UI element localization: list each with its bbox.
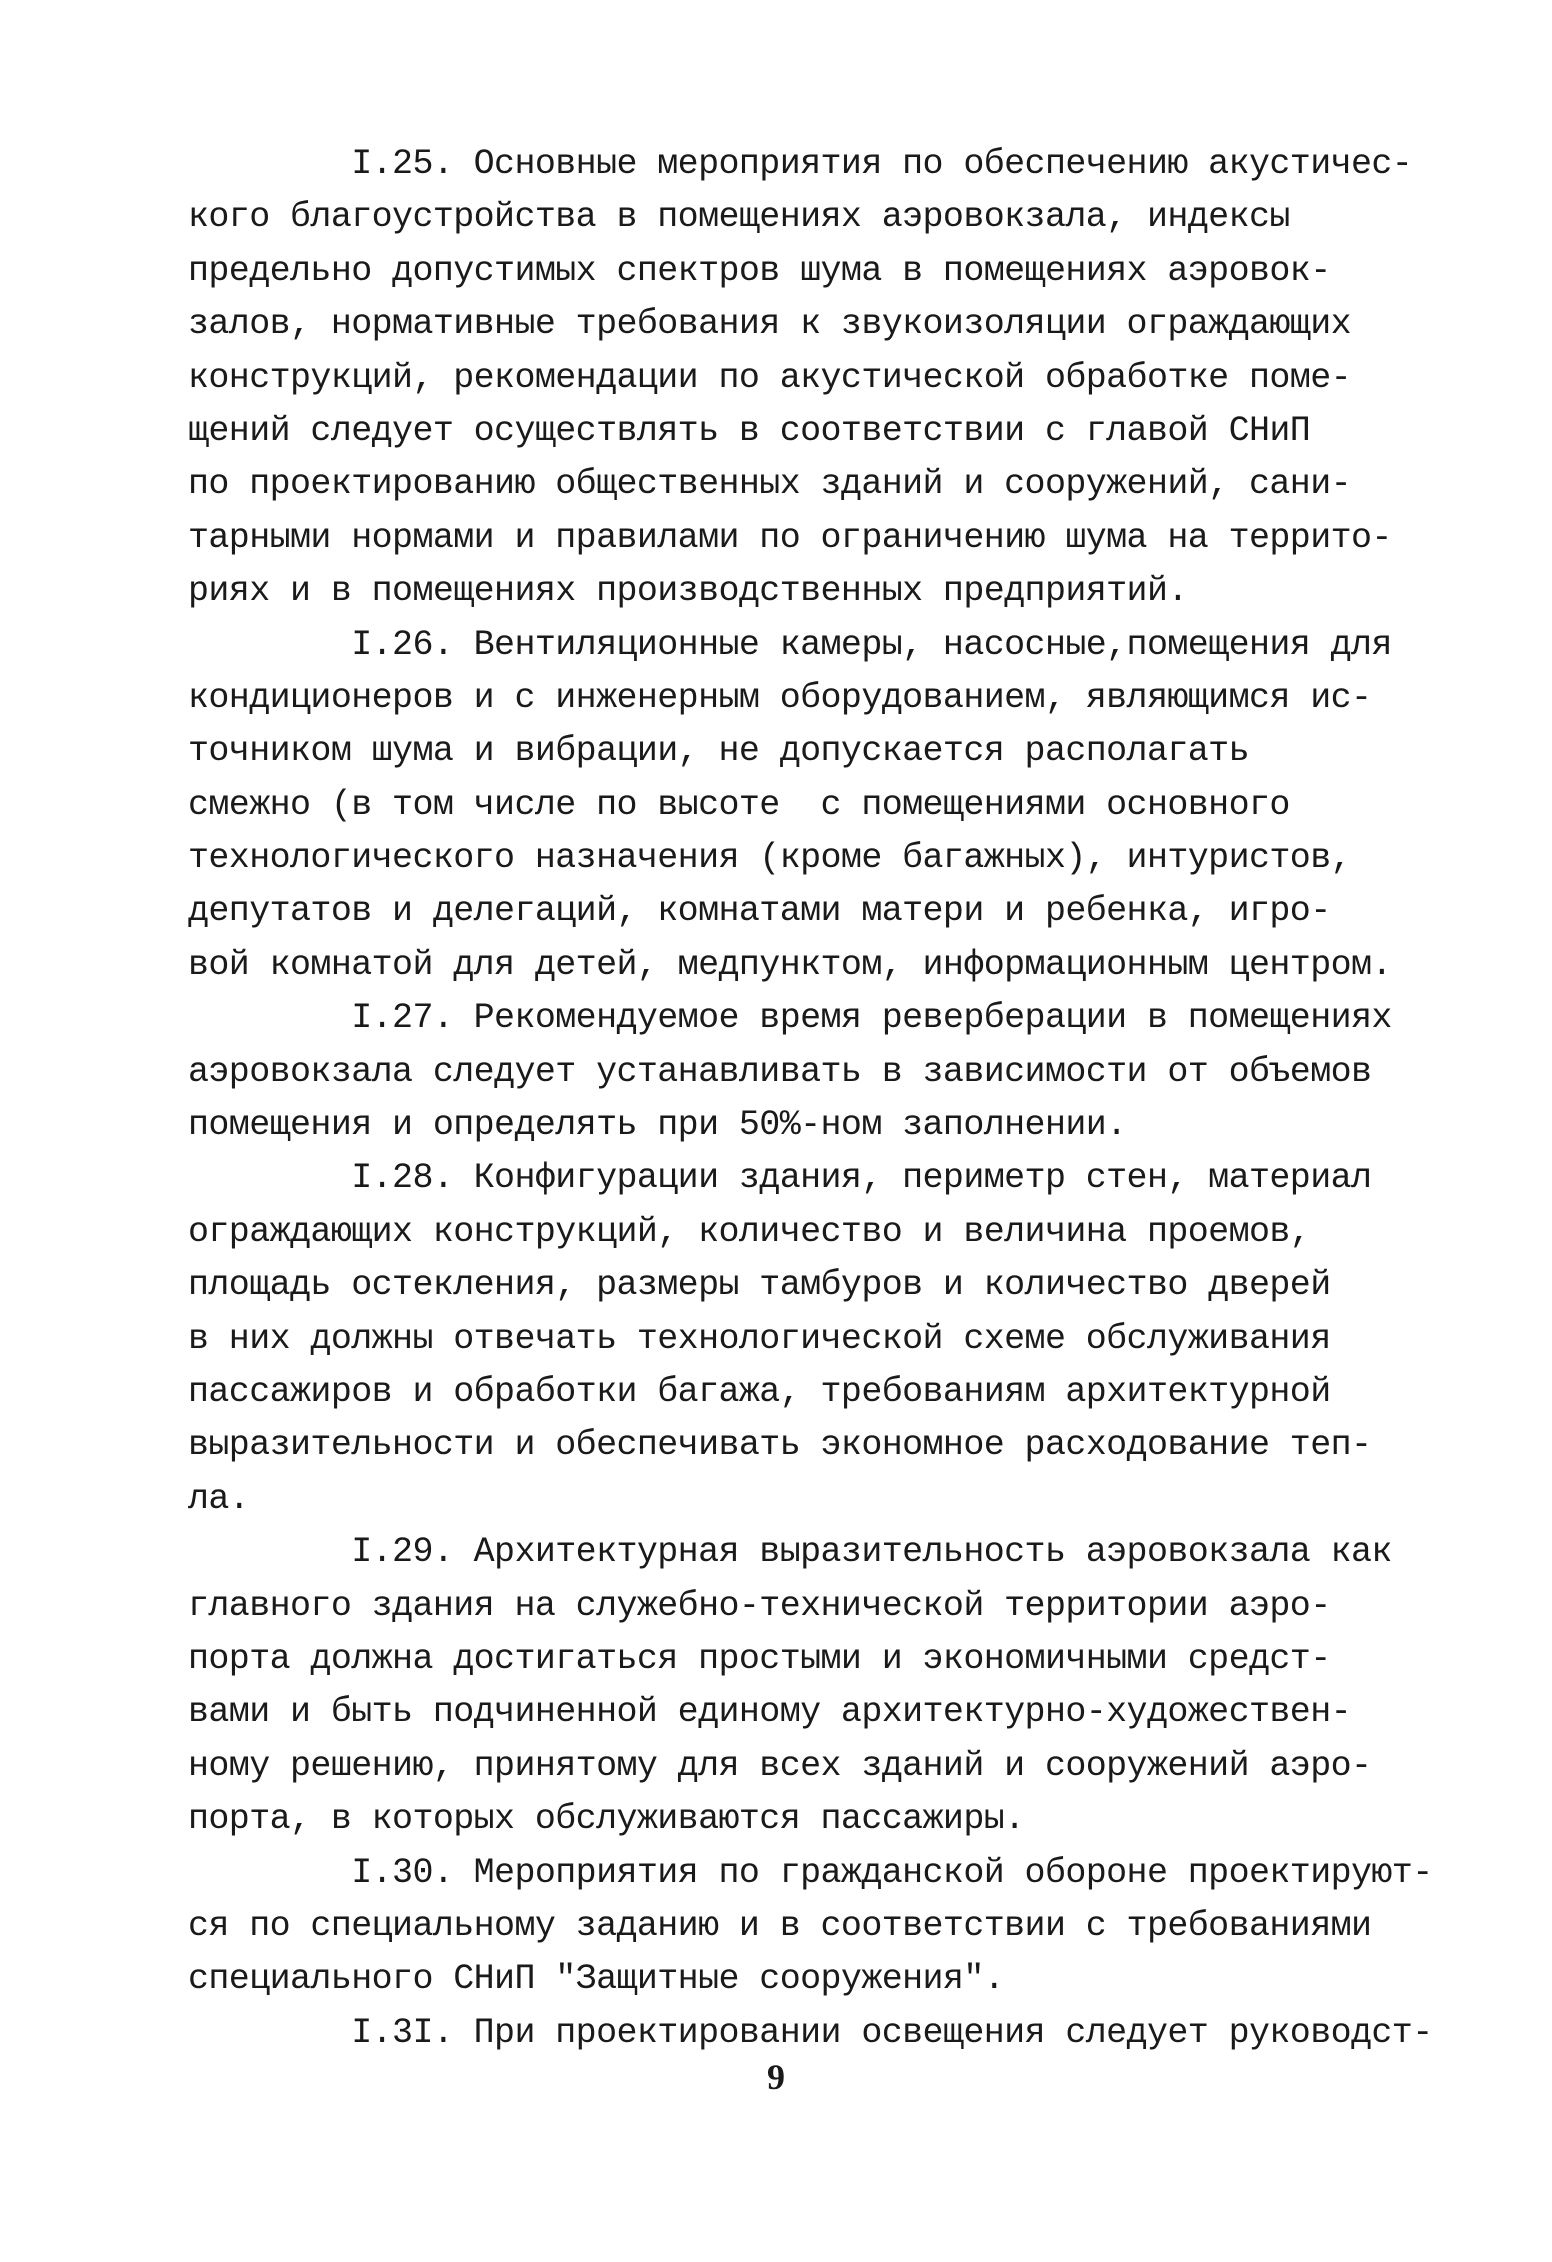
text-line: кондиционеров и с инженерным оборудованием, являющимся ис- — [188, 677, 1372, 718]
text-line: главного здания на служебно-технической территории аэро- — [188, 1585, 1331, 1626]
text-line: точником шума и вибрации, не допускается располагать — [188, 731, 1249, 772]
text-line: I.29. Архитектурная выразительность аэровокзала как — [188, 1532, 1392, 1573]
text-line: I.28. Конфигурации здания, периметр стен, материал — [188, 1158, 1372, 1199]
text-line: ся по специальному заданию и в соответствии с требованиями — [188, 1905, 1372, 1946]
text-line: риях и в помещениях производственных предприятий. — [188, 571, 1188, 612]
text-line: в них должны отвечать технологической схеме обслуживания — [188, 1318, 1331, 1359]
text-line: площадь остекления, размеры тамбуров и количество дверей — [188, 1265, 1331, 1306]
text-line: порта, в которых обслуживаются пассажиры. — [188, 1799, 1025, 1840]
text-line: конструкций, рекомендации по акустической обработке поме- — [188, 357, 1351, 398]
text-line: по проектированию общественных зданий и сооружений, сани- — [188, 464, 1351, 505]
text-line: I.3I. При проектировании освещения следует руководст- — [188, 2012, 1433, 2053]
text-line: щений следует осуществлять в соответствии с главой СНиП — [188, 410, 1311, 451]
text-line: вой комнатой для детей, медпунктом, информационным центром. — [188, 944, 1392, 985]
text-line: I.30. Мероприятия по гражданской обороне проектируют- — [188, 1852, 1433, 1893]
text-line: ограждающих конструкций, количество и величина проемов, — [188, 1211, 1311, 1252]
text-line: выразительности и обеспечивать экономное расходование теп- — [188, 1425, 1372, 1466]
paragraph-1-30 — [188, 1847, 1433, 2007]
text-line: залов, нормативные требования к звукоизоляции ограждающих — [188, 304, 1351, 345]
text-line: I.25. Основные мероприятия по обеспечению акустичес- — [188, 144, 1413, 184]
text-line: аэровокзала следует устанавливать в зависимости от объемов — [188, 1051, 1372, 1092]
paragraph-1-25 — [188, 138, 1418, 619]
text-line: пассажиров и обработки багажа, требованиям архитектурной — [188, 1371, 1331, 1412]
document-body — [188, 138, 1433, 2060]
text-line: I.26. Вентиляционные камеры, насосные,помещения для — [188, 624, 1392, 665]
text-line: предельно допустимых спектров шума в помещениях аэровок- — [188, 250, 1331, 291]
text-line: ному решению, принятому для всех зданий и сооружений аэро- — [188, 1745, 1372, 1786]
text-line: смежно (в том числе по высоте с помещениями основного — [188, 784, 1290, 825]
text-line: вами и быть подчиненной единому архитектурно-художествен- — [188, 1692, 1351, 1733]
text-line: ла. — [188, 1478, 250, 1519]
text-line: депутатов и делегаций, комнатами матери и ребенка, игро- — [188, 891, 1331, 932]
text-line: помещения и определять при 50%-ном заполнении. — [188, 1105, 1127, 1146]
paragraph-1-28 — [188, 1152, 1418, 1526]
text-line: тарными нормами и правилами по ограничению шума на террито- — [188, 517, 1392, 558]
paragraph-1-29 — [188, 1526, 1418, 1846]
text-line: порта должна достигаться простыми и экономичными средст- — [188, 1638, 1331, 1679]
page-number: 9 — [767, 2057, 785, 2097]
text-line: специального СНиП "Защитные сооружения". — [188, 1959, 1005, 2000]
text-line: кого благоустройства в помещениях аэровокзала, индексы — [188, 197, 1290, 238]
paragraph-1-31 — [188, 2007, 1433, 2060]
paragraph-1-27 — [188, 992, 1418, 1152]
text-line: технологического назначения (кроме багажных), интуристов, — [188, 838, 1351, 879]
paragraph-1-26 — [188, 619, 1418, 993]
text-line: I.27. Рекомендуемое время реверберации в помещениях — [188, 998, 1392, 1039]
